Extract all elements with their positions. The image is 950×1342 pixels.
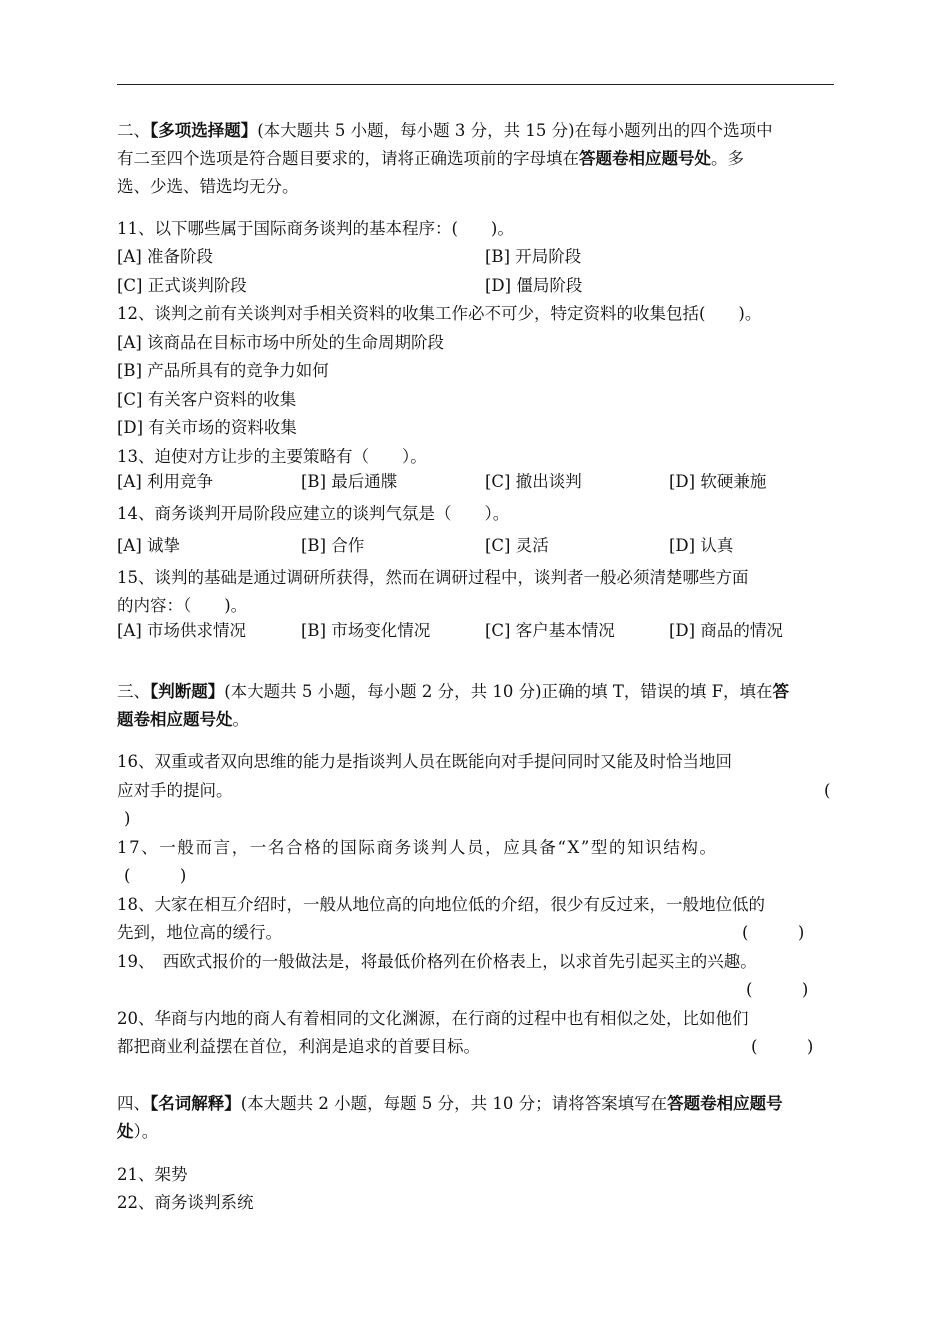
q17-answer-paren: ( ) (124, 866, 187, 885)
section4-heading-line1: 四、【名词解释】(本大题共 2 小题，每题 5 分，共 10 分；请将答案填写在答题卷相应题号 (117, 1094, 783, 1113)
q11-option-c: [C] 正式谈判阶段 (117, 276, 247, 295)
q14-option-a: [A] 诚挚 (117, 536, 181, 555)
q20-answer-paren: ( ) (751, 1037, 814, 1056)
q12-option-c: [C] 有关客户资料的收集 (117, 390, 297, 409)
q19-line1: 19、 西欧式报价的一般做法是，将最低价格列在价格表上，以求首先引起买主的兴趣。 (117, 952, 757, 971)
q11-option-b: [B] 开局阶段 (485, 247, 582, 266)
q13-option-c: [C] 撤出谈判 (485, 472, 582, 491)
q14-stem: 14、商务谈判开局阶段应建立的谈判气氛是（ ）。 (117, 504, 510, 523)
q15-option-b: [B] 市场变化情况 (301, 621, 431, 640)
q15-option-d: [D] 商品的情况 (669, 621, 783, 640)
q22: 22、商务谈判系统 (117, 1193, 254, 1212)
header-rule (117, 84, 834, 85)
q12-stem: 12、谈判之前有关谈判对手相关资料的收集工作必不可少，特定资料的收集包括( )。 (117, 304, 762, 323)
q13-stem: 13、迫使对方让步的主要策略有（ ）。 (117, 447, 427, 466)
q20-line1: 20、华商与内地的商人有着相同的文化渊源，在行商的过程中也有相似之处，比如他们 (117, 1009, 749, 1028)
q14-option-b: [B] 合作 (301, 536, 365, 555)
q16-paren-open: ( (824, 781, 831, 800)
q11-option-a: [A] 准备阶段 (117, 247, 214, 266)
q13-option-b: [B] 最后通牒 (301, 472, 398, 491)
section2-heading-line3: 选、少选、错选均无分。 (117, 177, 299, 196)
q14-option-d: [D] 认真 (669, 536, 734, 555)
q12-option-a: [A] 该商品在目标市场中所处的生命周期阶段 (117, 333, 445, 352)
q15-option-a: [A] 市场供求情况 (117, 621, 247, 640)
q18-line1: 18、大家在相互介绍时，一般从地位高的向地位低的介绍，很少有反过来，一般地位低的 (117, 895, 765, 914)
q20-line2: 都把商业利益摆在首位，利润是追求的首要目标。 (117, 1037, 480, 1056)
q18-answer-paren: ( ) (742, 923, 805, 942)
q12-option-b: [B] 产品所具有的竞争力如何 (117, 361, 329, 380)
q12-option-d: [D] 有关市场的资料收集 (117, 418, 297, 437)
q18-line2: 先到，地位高的缓行。 (117, 923, 282, 942)
q17-line1: 17、一般而言，一名合格的国际商务谈判人员，应具备“X”型的知识结构。 (117, 838, 718, 857)
section3-heading-line1: 三、【判断题】(本大题共 5 小题，每小题 2 分，共 10 分)正确的填 T，错误的填 F，填在答 (117, 682, 790, 701)
section2-heading-line2: 有二至四个选项是符合题目要求的，请将正确选项前的字母填在答题卷相应题号处。多 (117, 149, 744, 168)
q15-option-c: [C] 客户基本情况 (485, 621, 615, 640)
q13-option-a: [A] 利用竞争 (117, 472, 214, 491)
q16-paren-close: ) (124, 809, 131, 828)
q11-stem: 11、以下哪些属于国际商务谈判的基本程序：( )。 (117, 219, 514, 238)
q16-line1: 16、双重或者双向思维的能力是指谈判人员在既能向对手提问同时又能及时恰当地回 (117, 752, 732, 771)
section3-heading-line2: 题卷相应题号处。 (117, 710, 249, 729)
q19-answer-paren: ( ) (746, 980, 809, 999)
q13-option-d: [D] 软硬兼施 (669, 472, 767, 491)
section2-heading-line1: 二、【多项选择题】(本大题共 5 小题，每小题 3 分，共 15 分)在每小题列出的四个选项中 (117, 121, 773, 140)
q14-option-c: [C] 灵活 (485, 536, 549, 555)
q21: 21、架势 (117, 1165, 188, 1184)
q16-line2: 应对手的提问。 (117, 781, 233, 800)
q15-stem-line2: 的内容：（ )。 (117, 596, 248, 615)
q11-option-d: [D] 僵局阶段 (485, 276, 583, 295)
section4-heading-line2: 处）。 (117, 1122, 159, 1141)
q15-stem-line1: 15、谈判的基础是通过调研所获得，然而在调研过程中，谈判者一般必须清楚哪些方面 (117, 568, 749, 587)
